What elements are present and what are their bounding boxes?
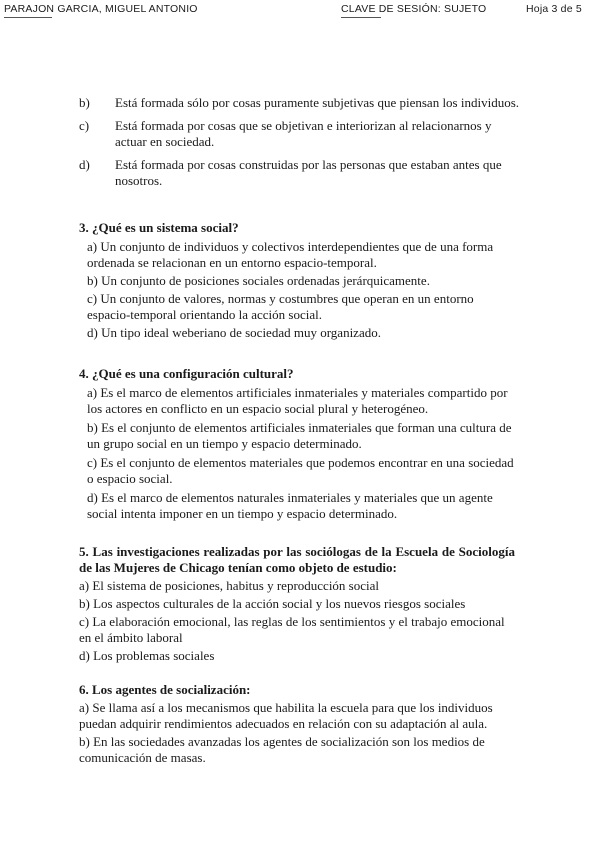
header-rule <box>341 17 381 18</box>
page-number: Hoja 3 de 5 <box>526 3 582 15</box>
q3-option-a: a) Un conjunto de individuos y colectivos interdependientes que de una forma ordenada se relacionan en un entorno espacio-temporal. <box>87 239 494 270</box>
question-4 <box>79 366 519 522</box>
q5-option-b: b) Los aspectos culturales de la acción social y los nuevos riesgos sociales <box>79 596 466 611</box>
question-5 <box>79 544 515 664</box>
session-key: CLAVE DE SESIÓN: SUJETO <box>341 3 487 15</box>
header-rule <box>4 17 52 18</box>
question-4-title: 4. ¿Qué es una configuración cultural? <box>79 366 294 381</box>
q5-option-c: c) La elaboración emocional, las reglas de los sentimientos y el trabajo emocional en el ámbito laboral <box>79 614 505 645</box>
question-3 <box>79 220 519 341</box>
question-3-title: 3. ¿Qué es un sistema social? <box>79 220 239 235</box>
q3-option-b: b) Un conjunto de posiciones sociales ordenadas jerárquicamente. <box>87 273 430 288</box>
q3-option-d: d) Un tipo ideal weberiano de sociedad muy organizado. <box>87 325 381 340</box>
q2-option-c: c) Está formada por cosas que se objetivan e interiorizan al relacionarnos y actuar en sociedad. <box>79 118 492 149</box>
q4-option-d: d) Es el marco de elementos naturales inmateriales y materiales que un agente social intenta imponer en un tiempo y espacio determinado. <box>87 490 493 521</box>
q2-option-d: d) Está formada por cosas construidas por las personas que estaban antes que nosotros. <box>79 157 502 188</box>
question-6 <box>79 682 515 766</box>
q5-option-a: a) El sistema de posiciones, habitus y reproducción social <box>79 578 380 593</box>
student-name: PARAJON GARCIA, MIGUEL ANTONIO <box>4 3 198 15</box>
q6-option-a: a) Se llama así a los mecanismos que habilita la escuela para que los individuos puedan adquirir rendimientos adecuados en relación con su adaptación al aula. <box>79 700 493 731</box>
q5-option-d: d) Los problemas sociales <box>79 648 215 663</box>
question-5-title: 5. Las investigaciones realizadas por las sociólogas de la Escuela de Sociología de las Mujeres de Chicago tenían como objeto de estudio: <box>79 544 515 575</box>
q2-option-b: b) Está formada sólo por cosas puramente subjetivas que piensan los individuos. <box>79 95 520 110</box>
q3-option-c: c) Un conjunto de valores, normas y costumbres que operan en un entorno espacio-temporal orientando la acción social. <box>87 291 474 322</box>
q4-option-c: c) Es el conjunto de elementos materiales que podemos encontrar en una sociedad o espacio social. <box>87 455 514 486</box>
question-6-title: 6. Los agentes de socialización: <box>79 682 251 697</box>
q4-option-a: a) Es el marco de elementos artificiales inmateriales y materiales compartido por los actores en conflicto en un espacio social plural y heterogéneo. <box>87 385 508 416</box>
q6-option-b: b) En las sociedades avanzadas los agentes de socialización son los medios de comunicación de masas. <box>79 734 485 765</box>
q4-option-b: b) Es el conjunto de elementos artificiales inmateriales que forman una cultura de un grupo social en un tiempo y espacio determinado. <box>87 420 512 451</box>
q2-options <box>79 95 519 189</box>
